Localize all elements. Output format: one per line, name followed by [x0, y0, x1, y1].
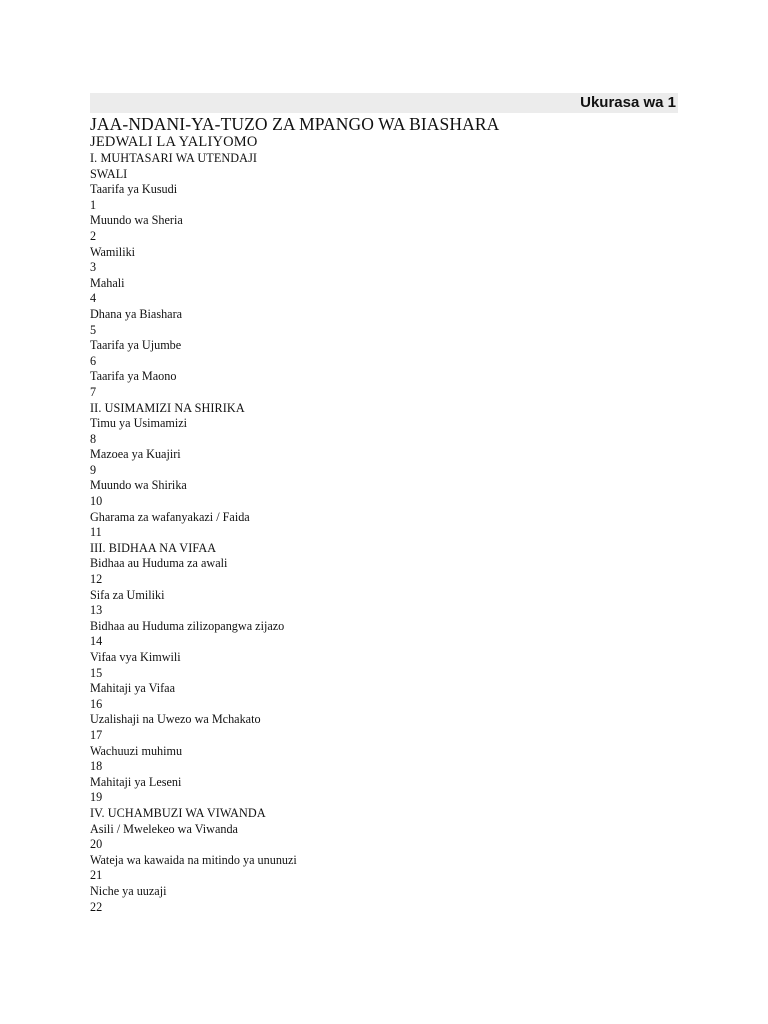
toc-page-number: 12: [90, 572, 103, 587]
toc-page-number: 11: [90, 525, 102, 540]
toc-page-number: 20: [90, 837, 103, 852]
toc-page-number: 5: [90, 322, 97, 337]
toc-entry: Sifa za Umiliki: [90, 587, 165, 602]
toc-entry: Mahali: [90, 275, 125, 290]
toc-page-number: 2: [90, 228, 97, 243]
toc-entry: Muundo wa Sheria: [90, 213, 183, 228]
toc-entry: Taarifa ya Kusudi: [90, 182, 178, 197]
toc-entry: Uzalishaji na Uwezo wa Mchakato: [90, 712, 261, 727]
toc-entry: Wamiliki: [90, 244, 136, 259]
toc-page-number: 21: [90, 868, 103, 883]
toc-entry: Dhana ya Biashara: [90, 306, 183, 321]
toc-section-heading: IV. UCHAMBUZI WA VIWANDA: [90, 805, 266, 820]
document-title: JAA-NDANI-YA-TUZO ZA MPANGO WA BIASHARA: [90, 114, 500, 134]
toc-page-number: 18: [90, 759, 103, 774]
toc-entry: Wateja wa kawaida na mitindo ya ununuzi: [90, 852, 297, 867]
toc-page-number: 19: [90, 790, 103, 805]
toc-section-heading: II. USIMAMIZI NA SHIRIKA: [90, 400, 245, 415]
toc-page-number: 4: [90, 291, 97, 306]
toc-entry: Taarifa ya Maono: [90, 369, 177, 384]
toc-entry: Asili / Mwelekeo wa Viwanda: [90, 821, 238, 836]
document-body: [90, 114, 678, 915]
toc-entry: Mahitaji ya Leseni: [90, 774, 182, 789]
toc-entry: Vifaa vya Kimwili: [90, 650, 181, 664]
toc-page-number: 7: [90, 384, 97, 399]
toc-section-heading: I. MUHTASARI WA UTENDAJI: [90, 151, 258, 165]
toc-page-number: 14: [90, 634, 103, 649]
toc-entry: Taarifa ya Ujumbe: [90, 338, 182, 353]
toc-page-number: 1: [90, 197, 97, 212]
toc-column-heading: SWALI: [90, 166, 128, 181]
toc-page-number: 22: [90, 899, 103, 914]
toc-page-number: 17: [90, 727, 103, 742]
page-number-label: Ukurasa wa 1: [580, 94, 676, 111]
toc-page-number: 10: [90, 494, 103, 509]
toc-page-number: 15: [90, 665, 103, 680]
toc-page-number: 3: [90, 260, 97, 275]
toc-entry: Mahitaji ya Vifaa: [90, 681, 176, 696]
toc-page-number: 8: [90, 431, 97, 446]
toc-entry: Muundo wa Shirika: [90, 478, 187, 493]
toc-entry: Wachuuzi muhimu: [90, 743, 183, 758]
toc-entry: Timu ya Usimamizi: [90, 416, 188, 431]
toc-page-number: 6: [90, 353, 97, 368]
toc-entry: Bidhaa au Huduma zilizopangwa zijazo: [90, 618, 285, 633]
toc-page-number: 13: [90, 603, 103, 618]
toc-page-number: 9: [90, 462, 97, 477]
toc-entry: Gharama za wafanyakazi / Faida: [90, 509, 250, 524]
table-of-contents-heading: JEDWALI LA YALIYOMO: [90, 134, 258, 150]
toc-entry: Mazoea ya Kuajiri: [90, 447, 181, 462]
table-of-contents: [90, 151, 678, 915]
toc-section-heading: III. BIDHAA NA VIFAA: [90, 540, 217, 555]
toc-entry: Bidhaa au Huduma za awali: [90, 556, 228, 571]
toc-page-number: 16: [90, 696, 103, 711]
toc-entry: Niche ya uuzaji: [90, 883, 167, 898]
